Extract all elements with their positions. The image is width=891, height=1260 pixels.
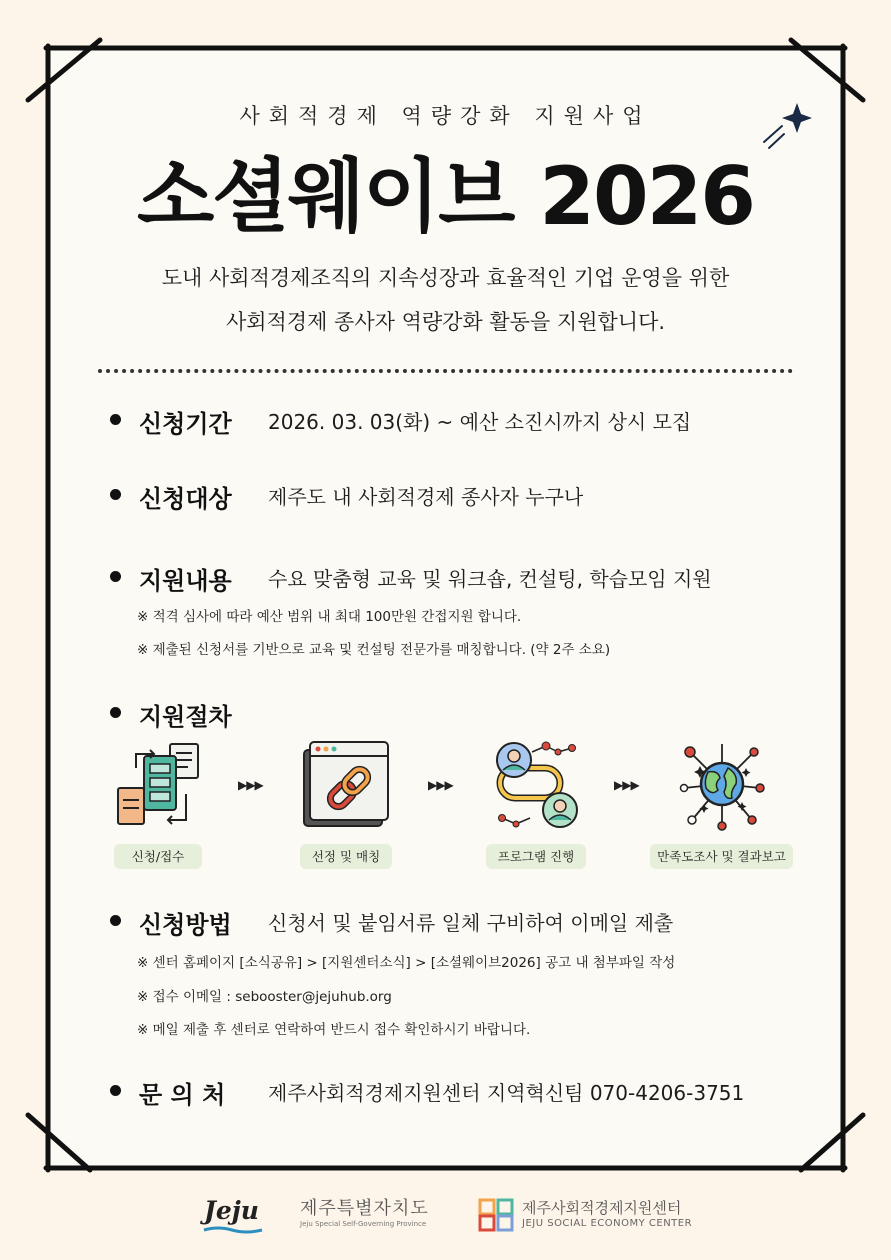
method-note-3: ※ 메일 제출 후 센터로 연락하여 반드시 접수 확인하시기 바랍니다. bbox=[137, 1022, 531, 1038]
method-title: 신청방법 bbox=[139, 911, 232, 939]
arrow-icon: ▶▶▶ bbox=[428, 778, 453, 792]
target-title: 신청대상 bbox=[139, 485, 232, 513]
link-window-icon bbox=[300, 738, 392, 830]
procedure-title: 지원절차 bbox=[139, 703, 232, 731]
bullet-icon bbox=[110, 489, 121, 500]
bullet-icon bbox=[110, 915, 121, 926]
target-text: 제주도 내 사회적경제 종사자 누구나 bbox=[268, 485, 584, 509]
contact-title: 문 의 처 bbox=[139, 1081, 226, 1109]
center-name-logo bbox=[522, 1197, 692, 1229]
content-title: 지원내용 bbox=[139, 567, 232, 595]
arrow-icon: ▶▶▶ bbox=[238, 778, 263, 792]
bullet-icon bbox=[110, 414, 121, 425]
description-line-2: 사회적경제 종사자 역량강화 활동을 지원합니다. bbox=[225, 310, 666, 334]
method-note-1: ※ 센터 홈페이지 [소식공유] > [지원센터소식] > [소셜웨이브2026] 공고 내 첨부파일 작성 bbox=[137, 955, 676, 971]
bullet-icon bbox=[110, 571, 121, 582]
poster-title: 소셜웨이브 2026 bbox=[137, 150, 754, 243]
people-network-icon bbox=[488, 738, 584, 832]
bullet-icon bbox=[110, 707, 121, 718]
content-text: 수요 맞춤형 교육 및 워크숍, 컨설팅, 학습모임 지원 bbox=[268, 567, 712, 591]
gov-name: 제주특별자치도 bbox=[300, 1198, 429, 1219]
poster-subtitle: 사회적경제 역량강화 지원사업 bbox=[239, 104, 652, 128]
arrow-icon: ▶▶▶ bbox=[614, 778, 639, 792]
method-text: 신청서 및 붙임서류 일체 구비하여 이메일 제출 bbox=[268, 911, 674, 935]
step-label-program: 프로그램 진행 bbox=[486, 844, 586, 869]
dotted-divider bbox=[98, 369, 793, 373]
globe-network-icon bbox=[674, 738, 770, 832]
period-text: 2026. 03. 03(화) ~ 예산 소진시까지 상시 모집 bbox=[268, 410, 692, 434]
jeju-wave-icon bbox=[202, 1226, 264, 1234]
step-label-apply: 신청/접수 bbox=[114, 844, 202, 869]
step-label-match: 선정 및 매칭 bbox=[300, 844, 392, 869]
center-name: 제주사회적경제지원센터 bbox=[522, 1199, 682, 1217]
period-title: 신청기간 bbox=[139, 410, 232, 438]
description-line-1: 도내 사회적경제조직의 지속성장과 효율적인 기업 운영을 위한 bbox=[161, 266, 730, 290]
step-label-report: 만족도조사 및 결과보고 bbox=[650, 844, 793, 869]
bullet-icon bbox=[110, 1085, 121, 1096]
document-transfer-icon bbox=[114, 740, 206, 830]
jeju-logo: Jeju bbox=[204, 1196, 259, 1225]
jeju-gov-logo bbox=[300, 1194, 429, 1228]
center-logo-icon bbox=[478, 1198, 516, 1232]
content-note-1: ※ 적격 심사에 따라 예산 범위 내 최대 100만원 간접지원 합니다. bbox=[137, 609, 522, 625]
content-note-2: ※ 제출된 신청서를 기반으로 교육 및 컨설팅 전문가를 매칭합니다. (약 2주 소요) bbox=[137, 642, 611, 658]
gov-name-en: Jeju Special Self-Governing Province bbox=[300, 1220, 427, 1228]
center-name-en: JEJU SOCIAL ECONOMY CENTER bbox=[522, 1218, 693, 1229]
method-note-2: ※ 접수 이메일 : sebooster@jejuhub.org bbox=[137, 989, 392, 1005]
contact-text: 제주사회적경제지원센터 지역혁신팀 070-4206-3751 bbox=[268, 1081, 745, 1105]
